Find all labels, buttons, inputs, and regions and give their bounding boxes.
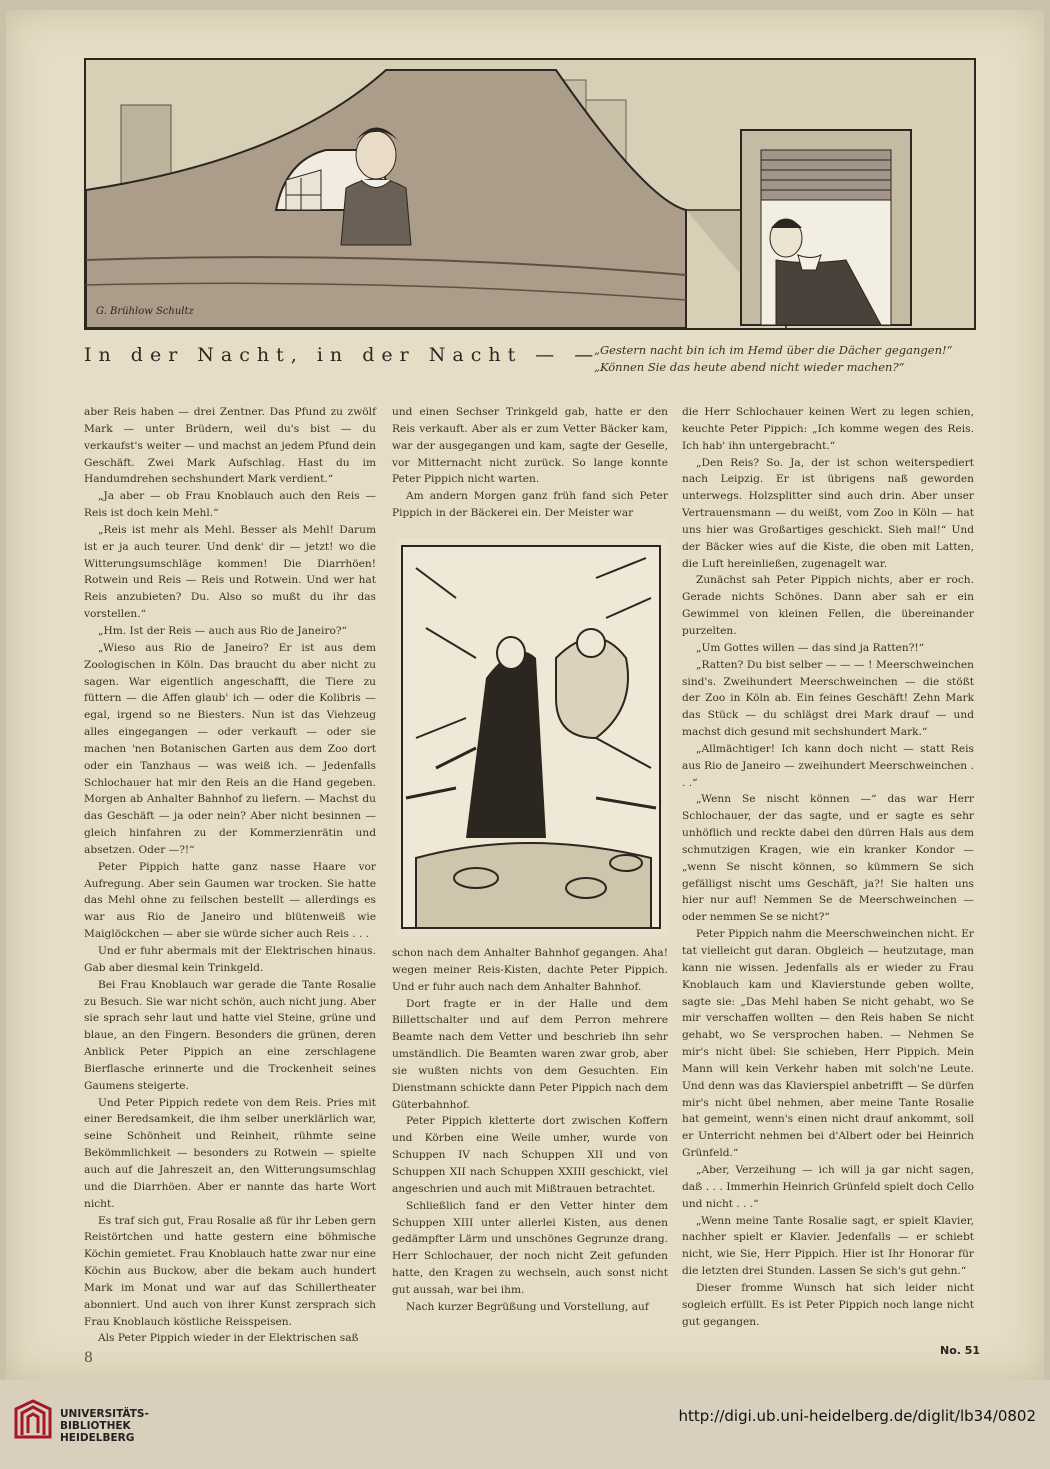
library-logo-icon[interactable] — [10, 1397, 56, 1447]
paragraph: Am andern Morgen ganz früh fand sich Peter Pippich in der Bäckerei ein. Der Meister war — [392, 490, 668, 520]
paragraph: die Herr Schlochauer keinen Wert zu legen schien, keuchte Peter Pippich: „Ich komme wegen des Reis. Ich hab' ihn untergebracht.“ — [682, 406, 974, 452]
paragraph: „Wenn Se nischt können —“ das war Herr Schlochauer, der das sagte, und er sagte es sehr unhöflich und reckte dabei den dürren Hals aus dem schmutzigen Kragen, wie ein kranker Kondor — „wenn Se nischt können, so kümmern Se sich gefälligst nischt ums Geschäft, ja?! Sie halten uns hier nur auf! Nemmen Se de Meerschweinchen — oder nemmen Se se nicht?“ — [682, 793, 974, 924]
paragraph: Und Peter Pippich redete von dem Reis. Pries mit einer Beredsamkeit, die ihm selber unerklärlich war, seine Schönheit und Reinheit, rühmte seine Bekömmlichkeit — besonders zu Rotwein — spielte auch auf die Jahreszeit an, den Witterungsumschlag und die Diarrhöen. Aber er nannte das harte Wort nicht. — [84, 1096, 376, 1210]
paragraph: Dort fragte er in der Halle und dem Billettschalter und auf dem Perron mehrere Beamte nach dem Vetter und beschrieb ihn sehr umständlich. Die Beamten waren zwar grob, aber sie wußten nichts von dem Gesuchten. Ein Dienstmann schickte dann Peter Pippich nach dem Güterbahnhof. — [392, 997, 668, 1111]
library-name-line: BIBLIOTHEK — [60, 1420, 131, 1432]
dialogue-line-2: „Können Sie das heute abend nicht wieder machen?“ — [594, 360, 905, 374]
station-sketch — [396, 538, 668, 936]
paragraph: Nach kurzer Begrüßung und Vorstellung, auf — [406, 1300, 649, 1313]
text-column-2-top — [392, 404, 668, 522]
text-column-2-bottom — [392, 945, 668, 1316]
sketch-drawing — [396, 538, 668, 936]
paragraph: „Um Gottes willen — das sind ja Ratten?!“ — [696, 641, 925, 654]
cartoon-title: In der Nacht, in der Nacht — — — [84, 344, 601, 366]
artist-signature: G. Brühlow Schultz — [96, 306, 194, 317]
rooftop-drawing — [86, 60, 974, 328]
paragraph: Peter Pippich kletterte dort zwischen Koffern und Körben eine Weile umher, wurde von Schuppen IV nach Schuppen XII und von Schuppen XII nach Schuppen XXIII geschickt, viel angeschrien und auch mit Mißtrauen betrachtet. — [392, 1115, 668, 1195]
paragraph: „Aber, Verzeihung — ich will ja gar nicht sagen, daß . . . Immerhin Heinrich Grünfeld spielt doch Cello und nicht . . .“ — [682, 1163, 974, 1210]
library-name-line: UNIVERSITÄTS- — [60, 1408, 149, 1420]
paragraph: und einen Sechser Trinkgeld gab, hatte er den Reis verkauft. Aber als er zum Vetter Bäcker kam, war der ausgegangen und kam, sagte der Geselle, vor Mitternacht nicht zurück. So lange konnte Peter Pippich nicht warten. — [392, 406, 668, 486]
rooftop-illustration — [84, 58, 976, 330]
paragraph: „Ratten? Du bist selber — — — ! Meerschweinchen sind's. Zweihundert Meerschweinchen — die stößt der Zoo in Köln ab. Ein feines Geschäft! Zehn Mark das Stück — du schlägst drei Mark drauf — und machst dich gesund mit sechshundert Mark.“ — [682, 658, 974, 739]
paragraph: „Reis ist mehr als Mehl. Besser als Mehl! Darum ist er ja auch teurer. Und denk' dir — jetzt! wo die Witterungsumschläge kommen! Die Diarrhöen! Rotwein und Reis — Reis und Rotwein. Und wer hat Reis anzubieten? Du. Also so mußt du ihr das vorstellen.“ — [84, 523, 376, 621]
text-column-1 — [84, 404, 376, 1347]
paragraph: schon nach dem Anhalter Bahnhof gegangen. Aha! wegen meiner Reis-Kisten, dachte Peter Pippich. Und er fuhr auch nach dem Anhalter Bahnhof. — [392, 947, 668, 993]
issue-number: No. 51 — [940, 1344, 981, 1357]
library-name-line: HEIDELBERG — [60, 1432, 135, 1444]
paragraph: Bei Frau Knoblauch war gerade die Tante Rosalie zu Besuch. Sie war nicht schön, auch nicht jung. Aber sie sprach sehr laut und hatte viel Steine, grüne und blaue, an den Fingern. Besonders die grünen, deren Anblick Peter Pippich an eine zerschlagene Bierflasche erinnerte und die Trockenheit seines Gaumens steigerte. — [84, 978, 376, 1092]
paragraph: Schließlich fand er den Vetter hinter dem Schuppen XIII unter allerlei Kisten, aus denen gedämpfter Lärm und unschönes Gegrunze drang. Herr Schlochauer, der noch nicht Zeit gefunden hatte, den Kragen zu wechseln, auch sonst nicht gut aussah, war bei ihm. — [392, 1199, 668, 1296]
paragraph: Zunächst sah Peter Pippich nichts, aber er roch. Gerade nichts Schönes. Dann aber sah er ein Gewimmel von kleinen Fellen, die übereinander purzelten. — [682, 574, 974, 637]
paragraph: „Allmächtiger! Ich kann doch nicht — statt Reis aus Rio de Janeiro — zweihundert Meerschweinchen . . .“ — [682, 742, 974, 789]
paragraph: Dieser fromme Wunsch hat sich leider nicht sogleich erfüllt. Es ist Peter Pippich noch lange nicht gut gegangen. — [682, 1281, 974, 1328]
paragraph: „Ja aber — ob Frau Knoblauch auch den Reis — Reis ist doch kein Mehl.“ — [84, 490, 376, 520]
library-name[interactable] — [60, 1408, 149, 1444]
permalink-url[interactable]: http://digi.ub.uni-heidelberg.de/diglit/lb34/0802 — [678, 1407, 1036, 1425]
paragraph: „Den Reis? So. Ja, der ist schon weiterspediert nach Leipzig. Er ist übrigens naß geworden unterwegs. Holzsplitter sind auch drin. Aber unser Vertrauensmann — du weißt, vom Zoo in Köln — hat uns hier was Großartiges geschickt. Sieh mal!“ Und der Bäcker wies auf die Kiste, die oben mit Latten, die Luft hereinließen, zugenagelt war. — [682, 456, 974, 570]
paragraph: „Wenn meine Tante Rosalie sagt, er spielt Klavier, nachher spielt er Klavier. Jedenfalls — er schiebt nicht, wie Sie, Herr Pippich. Hier ist Ihr Honorar für die letzten drei Stunden. Lassen Se sich's gut gehn.“ — [682, 1214, 974, 1278]
paragraph: „Wieso aus Rio de Janeiro? Er ist aus dem Zoologischen in Köln. Das braucht du aber nicht zu sagen. War eigentlich angeschafft, die Tiere zu füttern — die Affen glaub' ich — oder die Kolibris — egal, irgend so ne Biesters. Nun ist das Viehzeug alles eingegangen — oder verkauft — oder sie machen 'nen Botanischen Garten aus dem Zoo dort oder ein Tanzhaus — was weiß ich. — Jedenfalls Schlochauer hat mir den Reis an die Hand gegeben. Morgen ab Anhalter Bahnhof zu liefern. — Machst du das Geschäft — ja oder nein? Aber nicht besinnen — gleich hinfahren zu der Kommerzienrätin und absetzen. Oder —?!“ — [84, 641, 376, 856]
paragraph: Peter Pippich nahm die Meerschweinchen nicht. Er tat vielleicht gut daran. Obgleich — heutzutage, man kann nie wissen. Jedenfalls als er wieder zu Frau Knoblauch kam und Klavierstunde geben wollte, sagte sie: „Das Mehl haben Se nicht gehabt, wo Se mir verschaffen wollten — den Reis haben Se nicht gehabt, wo Se versprochen haben. — Nehmen Se mir's nicht übel: Sie schieben, Herr Pippich. Mein Mann will kein Verkehr haben mit solch'ne Leute. Und denn was das Klavierspiel anbetrifft — Se dürfen mir's nicht übel nehmen, aber meine Tante Rosalie hat gemeint, wenn's einen nicht drauf ankommt, soll er Unterricht nehmen bei d'Albert oder bei Heinrich Grünfeld.“ — [682, 928, 974, 1160]
paragraph: „Hm. Ist der Reis — auch aus Rio de Janeiro?“ — [98, 624, 347, 637]
paragraph: Peter Pippich hatte ganz nasse Haare vor Aufregung. Aber sein Gaumen war trocken. Sie hatte das Mehl ohne zu feilschen bestellt — allerdings es war aus Rio de Janeiro und blütenweiß wie Maiglöckchen — aber sie würde sicher auch Reis . . . — [84, 860, 376, 941]
paragraph: Und er fuhr abermals mit der Elektrischen hinaus. Gab aber diesmal kein Trinkgeld. — [84, 945, 376, 974]
paragraph: Es traf sich gut, Frau Rosalie aß für ihr Leben gern Reistörtchen und hatte gestern eine böhmische Köchin gemietet. Frau Knoblauch hatte zwar nur eine Köchin aus Buckow, aber die bekam auch hundert Mark im Monat und war auf das Schillertheater abonniert. Und auch von ihrer Kunst zersprach sich Frau Knoblauch köstliche Reisspeisen. — [84, 1214, 376, 1328]
cartoon-dialogue — [594, 342, 974, 376]
page-number: 8 — [84, 1350, 93, 1366]
paragraph: Als Peter Pippich wieder in der Elektrischen saß — [98, 1332, 359, 1345]
paragraph: aber Reis haben — drei Zentner. Das Pfund zu zwölf Mark — unter Brüdern, weil du's bist — du verkaufst's weiter — und machst an jedem Pfund dein Geschäft. Zwei Mark Aufschlag. Hast du im Handumdrehen sechshundert Mark verdient.“ — [84, 406, 376, 486]
dialogue-line-1: „Gestern nacht bin ich im Hemd über die Dächer gegangen!“ — [594, 343, 953, 357]
text-column-3 — [682, 404, 974, 1330]
